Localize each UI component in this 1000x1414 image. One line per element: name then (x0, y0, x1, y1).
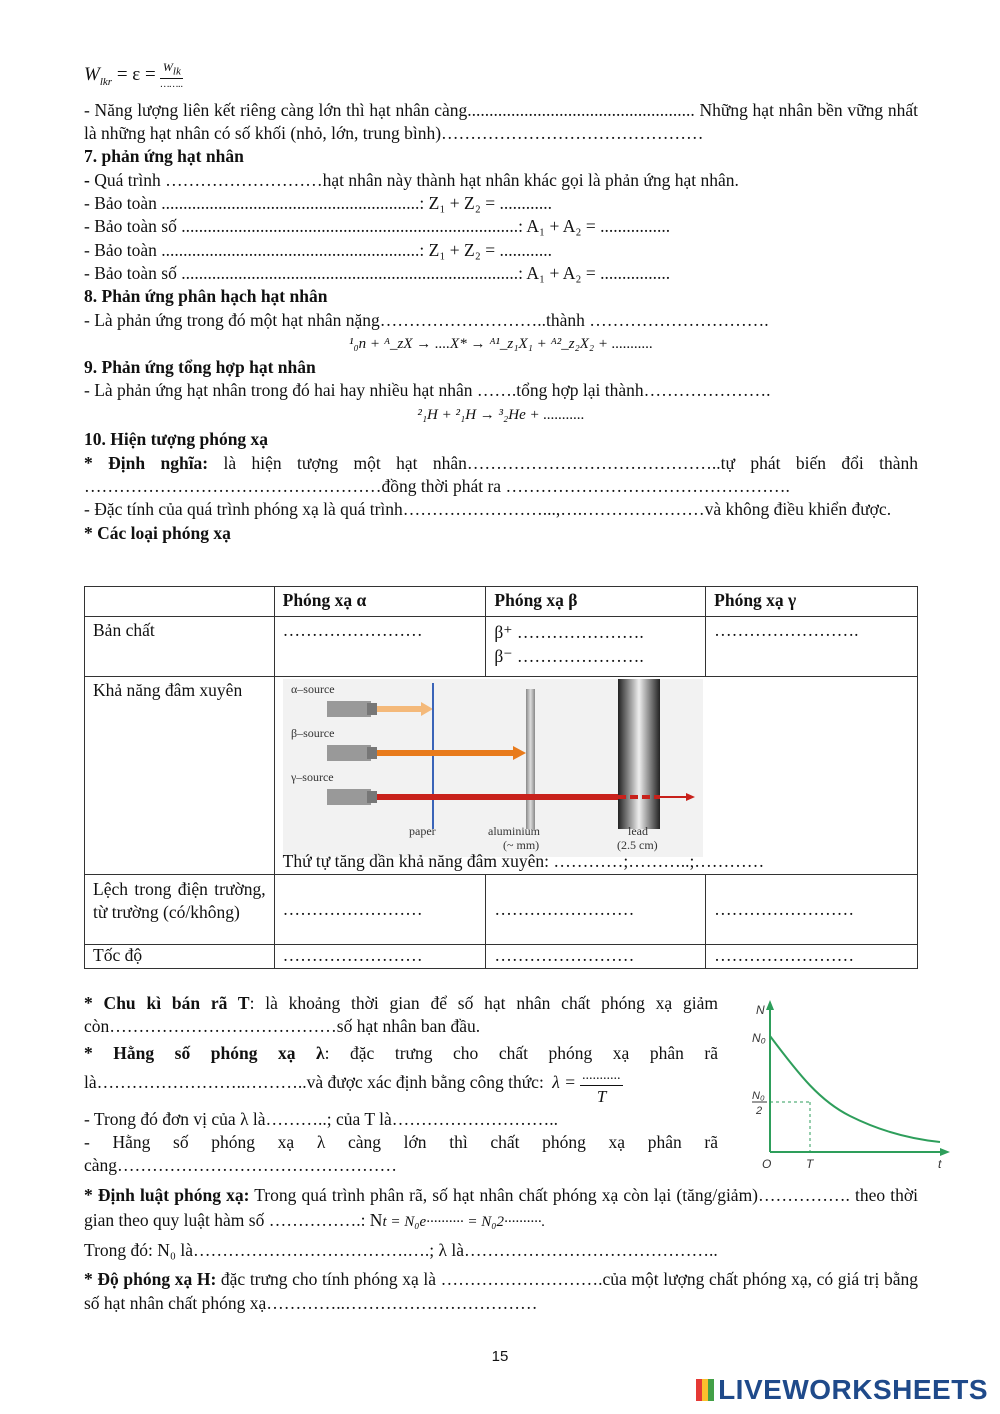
decay-law-section (84, 1183, 918, 1315)
page-number: 15 (491, 1348, 509, 1365)
row-label-deflection: Lệch trong điện trường, từ trường (có/không) (85, 875, 275, 945)
formula-num-sub: lk (172, 65, 181, 78)
header-gamma: Phóng xạ γ (706, 587, 918, 617)
nature-alpha[interactable]: …………………… (274, 617, 486, 677)
origin-label: O (762, 1157, 772, 1171)
lead-sub-label: (2.5 cm) (616, 838, 658, 852)
speed-beta[interactable]: …………………… (486, 945, 706, 969)
lambda-text[interactable]: : đặc trưng cho chất phóng xạ phân rã là……………………..………..và được xác định bằng công thức: (84, 1042, 718, 1092)
table-row (85, 617, 918, 677)
deflection-alpha[interactable]: …………………… (274, 875, 486, 945)
nature-beta-plus[interactable]: β⁺ …………………. (494, 622, 644, 642)
section-9-line-1[interactable]: - Là phản ứng hạt nhân trong đó hai hay nhiều hạt nhân …….tổng hợp lại thành…………………. (84, 380, 771, 401)
larger-lambda-line[interactable]: - Hằng số phóng xạ λ càng lớn thì chất phóng xạ phân rã càng………………………………………… (84, 1131, 718, 1176)
table-header-empty (85, 587, 275, 617)
y-axis-arrow-icon (766, 1000, 774, 1010)
lambda-formula-lhs: λ = (552, 1071, 576, 1092)
y-axis-label: N (756, 1003, 765, 1017)
speed-alpha[interactable]: …………………… (274, 945, 486, 969)
binding-energy-text[interactable]: - Năng lượng liên kết riêng càng lớn thì hạt nhân càng.................................................... Những hạt nhân bền vững nhất là những hạt nhân có số khối (nhỏ, lớn, trung bình)……………………………………… (84, 99, 918, 144)
nature-beta (486, 617, 706, 677)
row-label-penetration: Khả năng đâm xuyên (85, 677, 275, 875)
formula-fraction (160, 60, 183, 91)
header-beta: Phóng xạ β (486, 587, 706, 617)
binding-energy-formula (84, 60, 918, 97)
section-7-line-3[interactable]: - Bảo toàn số .............................................................................: A₁ + A₂ = ................ (84, 216, 671, 237)
decay-law-formula[interactable]: t = N₀e·········· = N₀2··········. (382, 1214, 546, 1230)
gamma-source-label: γ–source (290, 770, 334, 784)
units-line[interactable]: - Trong đó đơn vị của λ là………..; của T là……………………….. (84, 1108, 559, 1129)
deflection-gamma[interactable]: …………………… (706, 875, 918, 945)
aluminium-sheet-icon (526, 689, 535, 829)
beta-source-label: β–source (290, 726, 335, 740)
where-line[interactable]: Trong đó: N₀ là……………………………….….; λ là…………………………………….. (84, 1240, 718, 1260)
section-7-line-1-text[interactable]: Quá trình ………………………hạt nhân này thành hạt nhân khác gọi là phản ứng hạt nhân. (94, 169, 739, 190)
paper-label: paper (408, 824, 436, 838)
aluminium-label: aluminium (487, 824, 540, 838)
lambda-paragraph[interactable] (84, 1039, 718, 1108)
brand-logo (696, 1374, 988, 1406)
t-mark-label: T (806, 1157, 814, 1171)
table-row (85, 875, 918, 945)
section-7-title: 7. phản ứng hạt nhân (84, 146, 244, 167)
half-life-text[interactable]: : là khoảng thời gian để số hạt nhân chất phóng xạ giảm còn…………………………………số hạt nhân ban đầu. (84, 993, 718, 1037)
section-7-line-2[interactable]: - Bảo toàn ...........................................................: Z₁ + Z₂ = ............ (84, 193, 552, 214)
table-row (85, 677, 918, 875)
gamma-source-icon (327, 789, 377, 805)
brand-mark-icon (696, 1379, 714, 1401)
n0-label: N₀ (752, 1031, 766, 1045)
activity-text[interactable]: đặc trưng cho tính phóng xạ là ……………………….của một lượng chất phóng xạ, có giá trị bằng số hạt nhân chất phóng xạ…………..…………………………… (84, 1269, 918, 1313)
formula-lhs-sub: lkr (99, 75, 113, 88)
lambda-formula-den: T (596, 1086, 607, 1106)
activity-paragraph[interactable] (84, 1268, 918, 1315)
aluminium-sub-label: (~ mm) (502, 838, 539, 852)
formula-mid: = ε = (112, 64, 161, 86)
fission-equation[interactable]: ¹₀n + ᴬ_zX → ....X* → ᴬ¹_z₁X₁ + ᴬ²_z₂X₂ + ........... (348, 335, 654, 352)
types-title: * Các loại phóng xạ (84, 522, 231, 543)
n0-half-num: N₀ (752, 1090, 765, 1102)
nature-beta-minus[interactable]: β⁻ …………………. (494, 646, 644, 666)
dash: - (84, 169, 95, 190)
fusion-equation[interactable]: ²₁H + ²₁H → ³₂He + ........... (417, 407, 585, 424)
alpha-source-icon (327, 701, 377, 717)
alpha-source-label: α–source (290, 682, 335, 696)
formula-den[interactable]: …….. (160, 79, 184, 91)
decay-law-paragraph[interactable] (84, 1183, 918, 1235)
property-paragraph[interactable]: - Đặc tính của quá trình phóng xạ là quá trình……………………...,….…………………và không điều khiển được. (84, 499, 892, 520)
nature-gamma[interactable]: ……………………. (706, 617, 918, 677)
formula-lhs: W (84, 64, 100, 86)
x-axis-label: t (938, 1157, 942, 1171)
worksheet-page (84, 60, 918, 545)
activity-label: * Độ phóng xạ H: (84, 1269, 217, 1290)
penetration-diagram (283, 679, 703, 857)
header-alpha: Phóng xạ α (274, 587, 486, 617)
n0-half-den: 2 (756, 1105, 763, 1117)
penetration-order[interactable]: Thứ tự tăng dần khả năng đâm xuyên: …………;………..;………… (282, 851, 765, 871)
deflection-beta[interactable]: …………………… (486, 875, 706, 945)
lead-label: lead (627, 824, 648, 838)
section-7-line-4[interactable]: - Bảo toàn ...........................................................: Z₁ + Z₂ = ............ (84, 239, 552, 260)
radiation-table (84, 586, 918, 969)
section-9-title: 9. Phản ứng tổng hợp hạt nhân (84, 356, 316, 377)
decay-graph (740, 996, 970, 1176)
decay-curve (770, 1036, 940, 1142)
half-life-paragraph[interactable] (84, 992, 718, 1039)
half-life-label: * Chu kì bán rã T (84, 993, 250, 1013)
definition-text[interactable]: là hiện tượng một hạt nhân……………………………………..tự phát biến đổi thành ……………………………………………đồng thời phát ra …………………………………………. (84, 452, 919, 497)
table-row (85, 945, 918, 969)
section-8-line-1[interactable]: - Là phản ứng trong đó một hạt nhân nặng………………………..thành …………………………. (84, 309, 769, 330)
brand-name: LIVEWORKSHEETS (718, 1374, 988, 1405)
lambda-fraction (580, 1067, 623, 1108)
lead-block-icon (618, 679, 660, 829)
table-header-row (85, 587, 918, 617)
row-label-speed: Tốc độ (85, 945, 275, 969)
decay-law-label: * Định luật phóng xạ: (84, 1185, 250, 1205)
section-7-line-1[interactable] (84, 169, 918, 192)
definition-paragraph[interactable] (84, 452, 918, 499)
x-axis-arrow-icon (940, 1148, 950, 1156)
half-life-section (84, 992, 718, 1177)
definition-label: * Định nghĩa: (84, 452, 209, 473)
section-10-title: 10. Hiện tượng phóng xạ (84, 429, 269, 450)
speed-gamma[interactable]: …………………… (706, 945, 918, 969)
decay-law-text[interactable]: Trong quá trình phân rã, số hạt nhân chất phóng xạ còn lại (tăng/giảm)……………. theo thời gian theo quy luật hàm số …………….: N (84, 1185, 918, 1230)
formula-num: W (162, 60, 173, 74)
lambda-label: * Hằng số phóng xạ λ (84, 1042, 325, 1063)
section-8-title: 8. Phản ứng phân hạch hạt nhân (84, 286, 328, 307)
lambda-formula-num[interactable]: ........... (580, 1067, 623, 1086)
beta-source-icon (327, 745, 377, 761)
section-7-line-5[interactable]: - Bảo toàn số .............................................................................: A₁ + A₂ = ................ (84, 262, 671, 283)
penetration-cell (274, 677, 917, 875)
row-label-nature: Bản chất (85, 617, 275, 677)
